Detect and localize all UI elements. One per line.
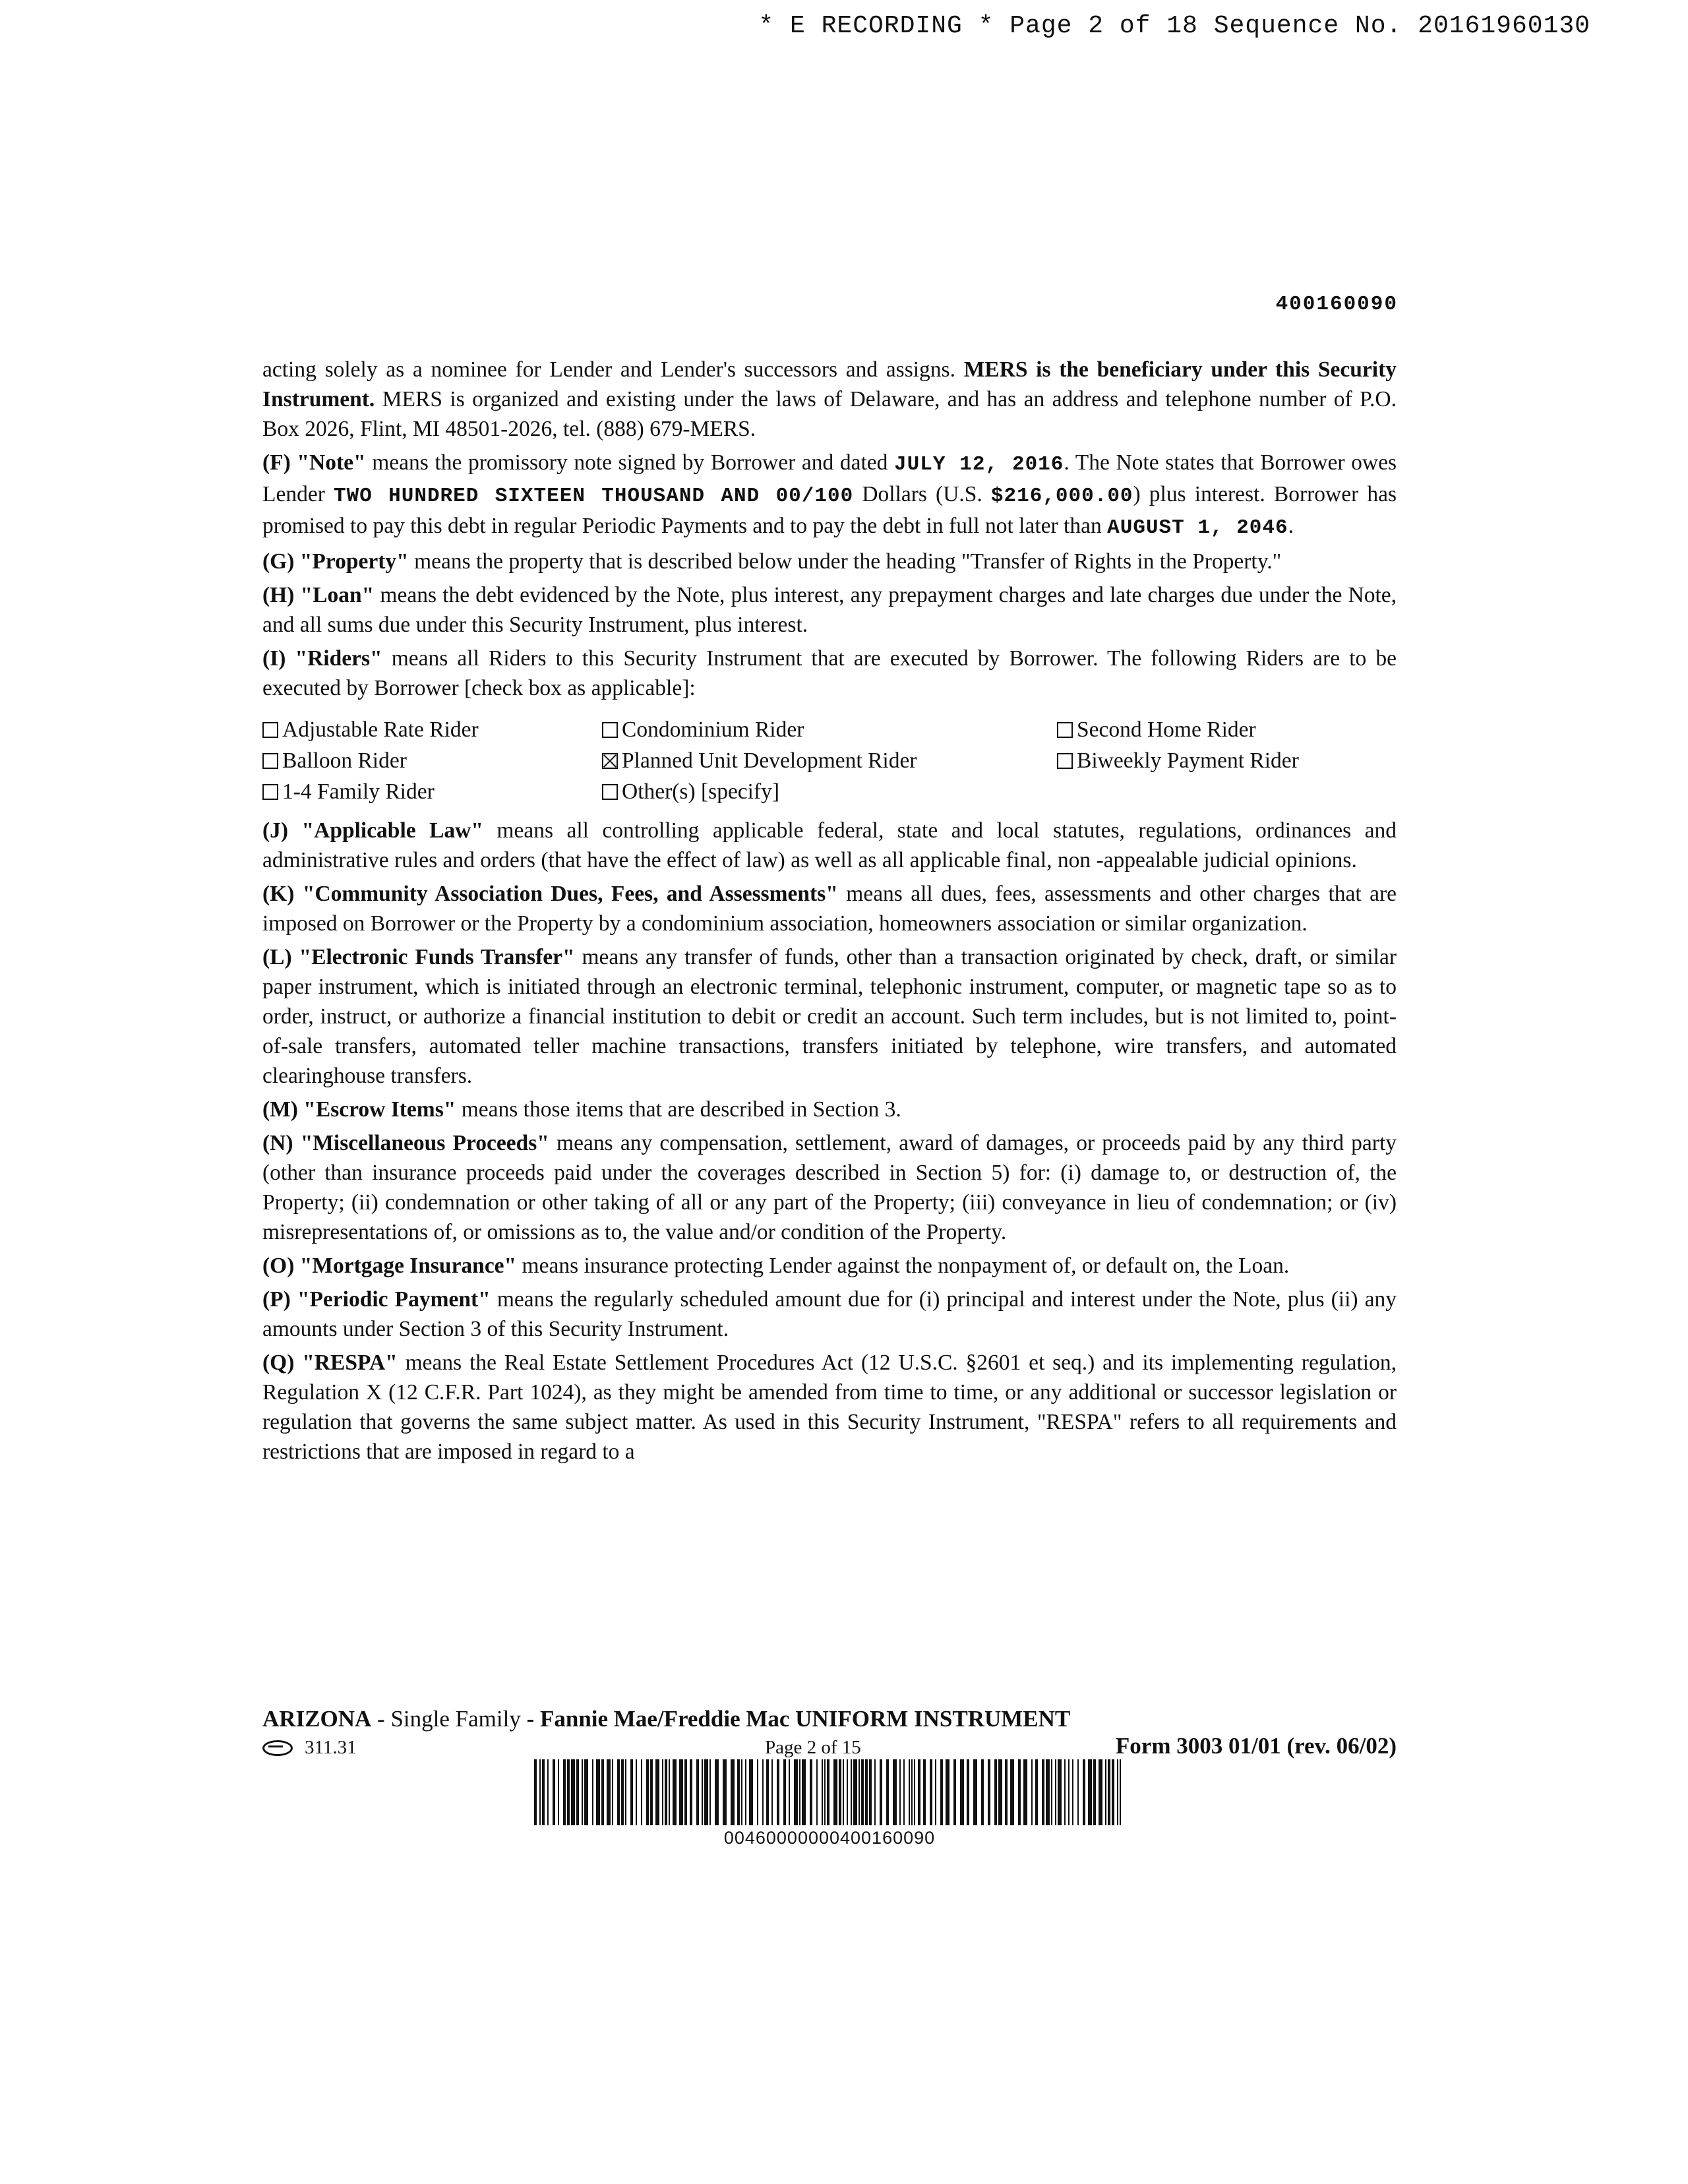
barcode-bar xyxy=(625,1759,626,1825)
barcode-bar xyxy=(702,1759,703,1825)
rider-biweekly-payment xyxy=(1057,746,1397,775)
recording-header: * E RECORDING * Page 2 of 18 Sequence No. 20161960130 xyxy=(758,12,1590,40)
checkbox-icon xyxy=(602,784,618,800)
rider-balloon xyxy=(262,746,602,775)
barcode-bar xyxy=(771,1759,773,1825)
checkbox-icon xyxy=(262,784,278,800)
loan-number: 400160090 xyxy=(1275,293,1398,316)
barcode-bar xyxy=(582,1759,583,1825)
barcode-image xyxy=(534,1759,1125,1825)
barcode-bar xyxy=(1031,1759,1033,1825)
term-riders: (I) "Riders" xyxy=(262,646,382,671)
rider-condominium xyxy=(602,715,1057,744)
barcode-bar xyxy=(669,1759,670,1825)
barcode-bar xyxy=(903,1759,905,1825)
barcode-bar xyxy=(930,1759,932,1825)
barcode-bar xyxy=(1088,1759,1092,1825)
barcode-bar xyxy=(1064,1759,1066,1825)
mers-text-1: acting solely as a nominee for Lender and Lender's successors and assigns. xyxy=(262,357,964,382)
note-text-4: ) plus interest. Borrower has promised to pay this debt in regular Periodic Payments and to pay the debt in full not later than xyxy=(262,482,1397,538)
barcode-bar xyxy=(596,1759,600,1825)
barcode-bar xyxy=(824,1759,826,1825)
barcode-bar xyxy=(799,1759,800,1825)
barcode-bar xyxy=(960,1759,964,1825)
barcode-bar xyxy=(558,1759,559,1825)
form-code-number: 311.31 xyxy=(305,1737,357,1758)
mers-beneficiary-statement: MERS is the beneficiary under this Security Instrument. xyxy=(262,357,1397,411)
note-text-5: . xyxy=(1288,514,1294,538)
riders-checklist xyxy=(262,715,1397,806)
checkbox-icon xyxy=(1057,753,1073,769)
barcode-bar xyxy=(794,1759,798,1825)
barcode-bar xyxy=(853,1759,857,1825)
barcode-bar xyxy=(571,1759,575,1825)
rider-label: 1-4 Family Rider xyxy=(282,779,435,804)
barcode-bar xyxy=(655,1759,659,1825)
rider-1-4-family xyxy=(262,777,602,806)
rider-label: Condominium Rider xyxy=(622,717,804,742)
barcode-bar xyxy=(940,1759,943,1825)
barcode-bar xyxy=(547,1759,549,1825)
barcode-bar xyxy=(737,1759,740,1825)
footer-separator: - xyxy=(371,1706,391,1732)
barcode-bar xyxy=(1046,1759,1050,1825)
barcode-bar xyxy=(646,1759,649,1825)
barcode-bar xyxy=(988,1759,990,1825)
note-date: JULY 12, 2016 xyxy=(894,453,1064,476)
barcode-bar xyxy=(953,1759,956,1825)
riders-definition: means all Riders to this Security Instrument that are executed by Borrower. The following Riders are to be executed by Borrower [check box as applicable]: xyxy=(262,646,1397,700)
barcode-bar xyxy=(869,1759,872,1825)
footer-instrument: Fannie Mae/Freddie Mac UNIFORM INSTRUMENT xyxy=(539,1706,1071,1732)
paragraph-mers xyxy=(262,355,1397,444)
barcode-bar xyxy=(886,1759,889,1825)
barcode-bar xyxy=(607,1759,611,1825)
term-loan: (H) "Loan" xyxy=(262,583,375,607)
term-applicable-law: (J) "Applicable Law" xyxy=(262,818,483,843)
barcode-bar xyxy=(709,1759,711,1825)
barcode-bar xyxy=(1099,1759,1102,1825)
barcode-bar xyxy=(662,1759,663,1825)
barcode-bar xyxy=(723,1759,727,1825)
mers-text-2: MERS is organized and existing under the laws of Delaware, and has an address and telephone number of P.O. Box 2026, Flint, MI 48501-2026, tel. (888) 679-MERS. xyxy=(262,387,1397,441)
rider-planned-unit-development xyxy=(602,746,1057,775)
barcode-bar xyxy=(827,1759,829,1825)
barcode-bar xyxy=(563,1759,566,1825)
barcode-bar xyxy=(839,1759,841,1825)
paragraph-escrow-items xyxy=(262,1095,1397,1124)
rider-label: Second Home Rider xyxy=(1077,717,1256,742)
term-community-association: (K) "Community Association Dues, Fees, and Assessments" xyxy=(262,882,838,906)
barcode-bar xyxy=(981,1759,984,1825)
paragraph-riders xyxy=(262,644,1397,703)
barcode-bar xyxy=(851,1759,852,1825)
paragraph-community-association xyxy=(262,879,1397,938)
term-miscellaneous-proceeds: (N) "Miscellaneous Proceeds" xyxy=(262,1131,549,1155)
barcode-bar xyxy=(584,1759,588,1825)
barcode-bar xyxy=(650,1759,653,1825)
barcode-bar xyxy=(665,1759,667,1825)
loan-definition: means the debt evidenced by the Note, plus interest, any prepayment charges and late charges due under the Note, and all sums due under this Security Instrument, plus interest. xyxy=(262,583,1397,637)
term-periodic-payment: (P) "Periodic Payment" xyxy=(262,1287,491,1312)
barcode-bar xyxy=(601,1759,604,1825)
barcode-bar xyxy=(1117,1759,1118,1825)
paragraph-loan xyxy=(262,580,1397,640)
barcode-bar xyxy=(1042,1759,1044,1825)
checkbox-checked-icon xyxy=(602,753,618,769)
barcode-bar xyxy=(777,1759,779,1825)
barcode-bar xyxy=(918,1759,920,1825)
barcode-bar xyxy=(762,1759,764,1825)
term-escrow-items: (M) "Escrow Items" xyxy=(262,1097,456,1122)
rider-label: Balloon Rider xyxy=(282,748,407,773)
footer-family: Single Family xyxy=(390,1706,521,1732)
term-property: (G) "Property" xyxy=(262,549,409,574)
paragraph-electronic-funds-transfer xyxy=(262,942,1397,1091)
barcode-bar xyxy=(967,1759,969,1825)
barcode-bar xyxy=(802,1759,806,1825)
barcode-bar xyxy=(1055,1759,1056,1825)
barcode-bar xyxy=(865,1759,868,1825)
rider-second-home xyxy=(1057,715,1397,744)
rider-label: Planned Unit Development Rider xyxy=(622,748,917,773)
barcode-bar xyxy=(810,1759,812,1825)
barcode-bar xyxy=(539,1759,541,1825)
barcode-bar xyxy=(567,1759,570,1825)
note-text-3: Dollars (U.S. xyxy=(853,482,991,506)
barcode-bar xyxy=(617,1759,620,1825)
barcode-bar xyxy=(766,1759,769,1825)
note-text-2: . The Note states that Borrower owes Lender xyxy=(262,450,1397,506)
barcode-bar xyxy=(679,1759,683,1825)
barcode-bar xyxy=(630,1759,633,1825)
barcode-bar xyxy=(923,1759,926,1825)
paragraph-respa xyxy=(262,1348,1397,1467)
paragraph-note xyxy=(262,448,1397,543)
checkbox-icon xyxy=(262,722,278,738)
barcode-bar xyxy=(859,1759,860,1825)
barcode-bar xyxy=(1010,1759,1014,1825)
rider-other xyxy=(602,777,1057,806)
barcode-bar xyxy=(1023,1759,1027,1825)
barcode-bar xyxy=(741,1759,742,1825)
barcode-bar xyxy=(704,1759,708,1825)
rider-label: Biweekly Payment Rider xyxy=(1077,748,1299,773)
checkbox-icon xyxy=(602,722,618,738)
barcode-bar xyxy=(880,1759,882,1825)
barcode-bar xyxy=(684,1759,687,1825)
barcode-bar xyxy=(621,1759,624,1825)
barcode-bar xyxy=(542,1759,545,1825)
barcode-bar xyxy=(893,1759,897,1825)
footer-row xyxy=(262,1733,1397,1762)
barcode-number: 00460000000400160090 xyxy=(723,1828,936,1848)
barcode-bar xyxy=(899,1759,901,1825)
barcode-bar xyxy=(935,1759,936,1825)
term-electronic-funds-transfer: (L) "Electronic Funds Transfer" xyxy=(262,945,575,969)
barcode-bar xyxy=(715,1759,719,1825)
term-mortgage-insurance: (O) "Mortgage Insurance" xyxy=(262,1254,517,1278)
barcode-bar xyxy=(822,1759,823,1825)
barcode-bar xyxy=(1018,1759,1021,1825)
footer-separator: - xyxy=(520,1706,540,1732)
barcode-bar xyxy=(641,1759,642,1825)
community-association-definition: means all dues, fees, assessments and other charges that are imposed on Borrower or the Property by a condominium association, homeowners association or similar organization. xyxy=(262,882,1397,936)
barcode-bar xyxy=(636,1759,637,1825)
barcode-bar xyxy=(847,1759,848,1825)
paragraph-applicable-law xyxy=(262,816,1397,875)
footer-state: ARIZONA xyxy=(262,1706,372,1732)
barcode-bar xyxy=(1058,1759,1062,1825)
barcode-bar xyxy=(909,1759,910,1825)
barcode-bar xyxy=(1083,1759,1085,1825)
barcode-bar xyxy=(1093,1759,1096,1825)
barcode-bar xyxy=(998,1759,1002,1825)
barcode-bar xyxy=(673,1759,677,1825)
electronic-funds-transfer-definition: means any transfer of funds, other than a transaction originated by check, draft, or similar paper instrument, which is initiated through an electronic terminal, telephonic instrument, computer, or magnetic tape so as to order, instruct, or authorize a financial institution to debit or credit an account. Such term includes, but is not limited to, point-of-sale transfers, automated teller machine transactions, transfers initiated by telephone, wire transfers, and automated clearinghouse transfers. xyxy=(262,945,1397,1088)
barcode-bar xyxy=(1112,1759,1114,1825)
paragraph-miscellaneous-proceeds xyxy=(262,1128,1397,1247)
barcode-bar xyxy=(816,1759,818,1825)
applicable-law-definition: means all controlling applicable federal, state and local statutes, regulations, ordinances and administrative rules and orders (that have the effect of law) as well as all applicable final, non -appealable judicial opinions. xyxy=(262,818,1397,872)
escrow-items-definition: means those items that are described in Section 3. xyxy=(456,1097,901,1122)
paragraph-property xyxy=(262,547,1397,576)
barcode-bar xyxy=(783,1759,786,1825)
barcode-bar xyxy=(861,1759,864,1825)
barcode-bar xyxy=(1105,1759,1106,1825)
barcode-bar xyxy=(833,1759,837,1825)
paragraph-periodic-payment xyxy=(262,1285,1397,1344)
paragraph-mortgage-insurance xyxy=(262,1251,1397,1281)
property-definition: means the property that is described below under the heading "Transfer of Rights in the Property." xyxy=(408,549,1282,574)
page-indicator: Page 2 of 15 xyxy=(765,1737,861,1758)
barcode-bar xyxy=(749,1759,753,1825)
rider-label: Adjustable Rate Rider xyxy=(282,717,479,742)
barcode-bar xyxy=(757,1759,758,1825)
barcode-bar xyxy=(696,1759,699,1825)
document-body xyxy=(262,355,1397,1471)
barcode-bar xyxy=(690,1759,692,1825)
rider-adjustable-rate xyxy=(262,715,602,744)
note-amount-words: TWO HUNDRED SIXTEEN THOUSAND AND 00/100 xyxy=(333,485,854,508)
note-maturity-date: AUGUST 1, 2046 xyxy=(1107,516,1288,539)
form-code xyxy=(262,1737,357,1759)
barcode-bar xyxy=(994,1759,997,1825)
checkbox-icon xyxy=(262,753,278,769)
barcode-bar xyxy=(592,1759,593,1825)
barcode-bar xyxy=(1108,1759,1110,1825)
barcode-bar xyxy=(973,1759,977,1825)
barcode-bar xyxy=(789,1759,790,1825)
footer-title xyxy=(262,1705,1397,1733)
barcode-bar xyxy=(1077,1759,1079,1825)
note-amount: $216,000.00 xyxy=(990,485,1133,508)
respa-definition: means the Real Estate Settlement Procedures Act (12 U.S.C. §2601 et seq.) and its implementing regulation, Regulation X (12 C.F.R. Part 1024), as they might be amended from time to time, or any additional or successor legislation or regulation that governs the same subject matter. As used in this Security Instrument, "RESPA" refers to all requirements and restrictions that are imposed in regard to a xyxy=(262,1350,1397,1464)
form-logo-icon xyxy=(262,1740,293,1756)
checkbox-icon xyxy=(1057,722,1073,738)
barcode-bar xyxy=(1005,1759,1008,1825)
barcode-bar xyxy=(946,1759,950,1825)
miscellaneous-proceeds-definition: means any compensation, settlement, award of damages, or proceeds paid by any third party (other than insurance proceeds paid under the coverages described in Section 5) for: (i) damage to, or destruction of, the Property; (ii) condemnation or other taking of all or any part of the Property; (iii) conveyance in lieu of condemnation; or (iv) misrepresentations of, or omissions as to, the value and/or condition of the Property. xyxy=(262,1131,1397,1244)
barcode-bar xyxy=(1120,1759,1121,1825)
barcode-bar xyxy=(612,1759,613,1825)
barcode-bar xyxy=(843,1759,844,1825)
barcode-bar xyxy=(1051,1759,1052,1825)
barcode-bar xyxy=(745,1759,746,1825)
barcode-bar xyxy=(1035,1759,1038,1825)
barcode-bar xyxy=(911,1759,913,1825)
barcode-bar xyxy=(576,1759,579,1825)
mortgage-insurance-definition: means insurance protecting Lender against the nonpayment of, or default on, the Loan. xyxy=(516,1254,1290,1278)
term-note: (F) "Note" xyxy=(262,450,366,475)
rider-label: Other(s) [specify] xyxy=(622,779,780,804)
form-number: Form 3003 01/01 (rev. 06/02) xyxy=(1115,1733,1397,1759)
barcode-bar xyxy=(1072,1759,1073,1825)
term-respa: (Q) "RESPA" xyxy=(262,1350,398,1375)
barcode-bar xyxy=(731,1759,735,1825)
note-text-1: means the promissory note signed by Borrower and dated xyxy=(365,450,895,475)
form-footer xyxy=(262,1705,1397,1762)
periodic-payment-definition: means the regularly scheduled amount due for (i) principal and interest under the Note, plus (ii) any amounts under Section 3 of this Security Instrument. xyxy=(262,1287,1397,1341)
barcode-bar xyxy=(1068,1759,1070,1825)
barcode-bar xyxy=(534,1759,537,1825)
barcode-bar xyxy=(874,1759,876,1825)
barcode-bar xyxy=(553,1759,555,1825)
barcode-bar xyxy=(914,1759,915,1825)
